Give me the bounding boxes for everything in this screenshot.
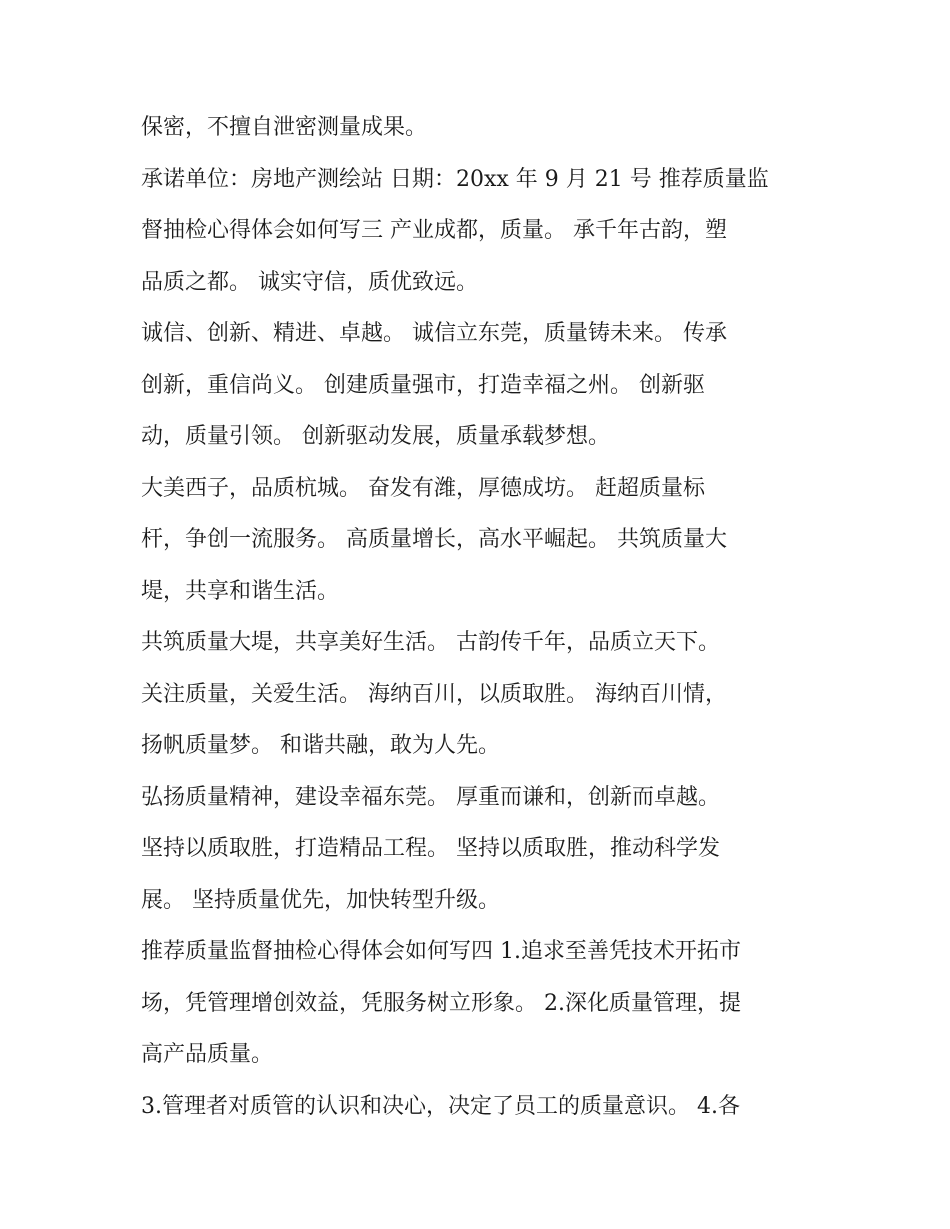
paragraph-7 (141, 930, 821, 1085)
text-line: 保密，不擅自泄密测量成果。 (141, 115, 428, 140)
text-line: 堤，共享和谐生活。 (141, 578, 340, 604)
paragraph-6 (141, 776, 821, 931)
text-line: 诚信、创新、精进、卓越。 诚信立东莞，质量铸未来。 传承 (141, 321, 727, 346)
text-line: 动，质量引领。 创新驱动发展，质量承载梦想。 (141, 424, 610, 449)
text-line: 展。 坚持质量优先，加快转型升级。 (141, 887, 500, 913)
text-line: 共筑质量大堤，共享美好生活。 古韵传千年，品质立天下。 (141, 630, 720, 655)
document-body (141, 106, 821, 1136)
text-line: 扬帆质量梦。 和谐共融，敢为人先。 (141, 733, 500, 758)
paragraph-4 (141, 467, 821, 622)
paragraph-8 (141, 1085, 821, 1137)
paragraph-2 (141, 158, 821, 313)
text-line: 大美西子，品质杭城。 奋发有潍，厚德成坊。 赶超质量标 (141, 475, 705, 501)
text-line: 高产品质量。 (141, 1042, 274, 1067)
text-line: 承诺单位：房地产测绘站 日期：20xx 年 9 月 21 号 推荐质量监 (141, 166, 769, 192)
text-line: 场，凭管理增创效益，凭服务树立形象。 2.深化质量管理，提 (141, 990, 741, 1016)
paragraph-3 (141, 312, 821, 467)
text-line: 推荐质量监督抽检心得体会如何写四 1.追求至善凭技术开拓市 (141, 939, 741, 964)
text-line: 坚持以质取胜，打造精品工程。 坚持以质取胜，推动科学发 (141, 836, 720, 861)
text-line: 弘扬质量精神，建设幸福东莞。 厚重而谦和，创新而卓越。 (141, 784, 720, 810)
paragraph-1 (141, 106, 821, 158)
text-line: 创新，重信尚义。 创建质量强市，打造幸福之州。 创新驱 (141, 372, 705, 398)
text-line: 杆，争创一流服务。 高质量增长，高水平崛起。 共筑质量大 (141, 527, 727, 552)
text-line: 督抽检心得体会如何写三 产业成都，质量。 承千年古韵，塑 (141, 218, 727, 243)
text-line: 3.管理者对质管的认识和决心，决定了员工的质量意识。 4.各 (141, 1093, 740, 1119)
paragraph-5 (141, 621, 821, 776)
text-line: 品质之都。 诚实守信，质优致远。 (141, 269, 478, 295)
text-line: 关注质量，关爱生活。 海纳百川，以质取胜。 海纳百川情， (141, 681, 727, 707)
